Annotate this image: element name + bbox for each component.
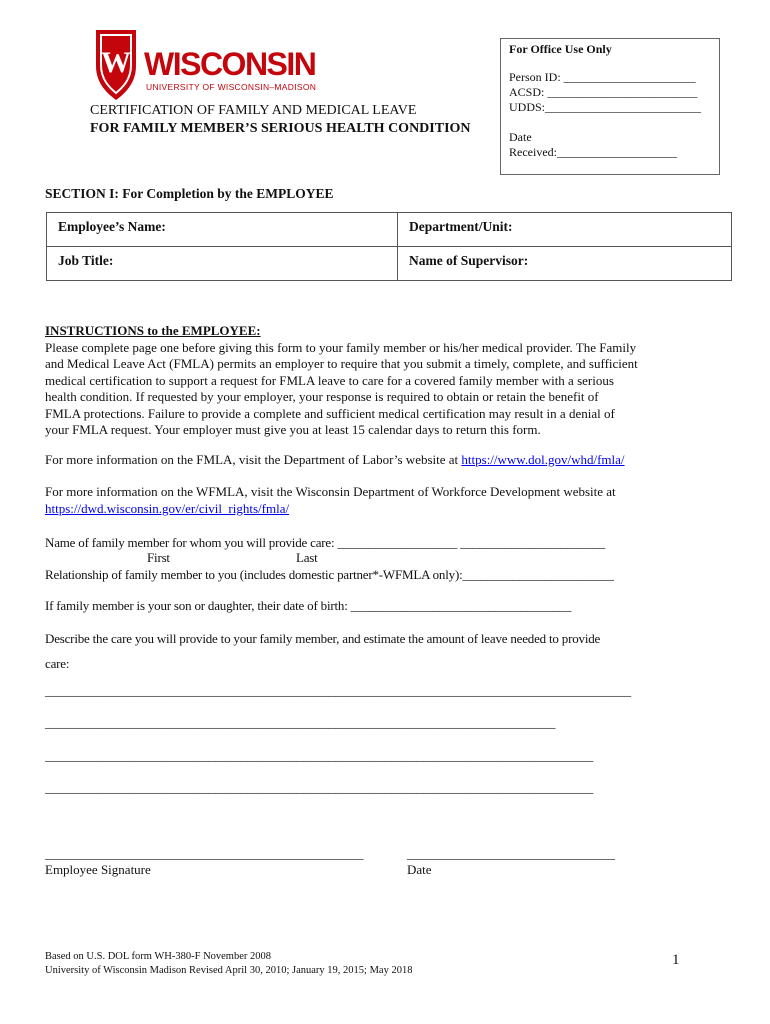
care-description-line[interactable]: _______________________________________________________________________________________ <box>45 748 594 763</box>
logo-subtitle: UNIVERSITY OF WISCONSIN–MADISON <box>146 82 317 92</box>
relationship-field[interactable]: Relationship of family member to you (includes domestic partner*-WFMLA only):________________________ <box>45 567 614 582</box>
instructions-line: Please complete page one before giving this form to your family member or his/her medical provider. The Family <box>45 339 637 355</box>
employee-info-table <box>46 212 732 281</box>
supervisor-field[interactable]: Name of Supervisor: <box>398 247 732 281</box>
uw-crest-icon <box>92 26 140 102</box>
acsd-field[interactable]: ACSD: _________________________ <box>509 85 698 99</box>
signature-label: Employee Signature <box>45 862 151 877</box>
section-1-heading: SECTION I: For Completion by the EMPLOYEE <box>45 186 334 201</box>
describe-care-prompt: Describe the care you will provide to your family member, and estimate the amount of leave needed to provide <box>45 631 601 646</box>
footer-revision: University of Wisconsin Madison Revised April 30, 2010; January 19, 2015; May 2018 <box>45 965 413 976</box>
udds-field[interactable]: UDDS:__________________________ <box>509 100 702 114</box>
instructions-heading: INSTRUCTIONS to the EMPLOYEE: <box>45 323 261 338</box>
dob-field[interactable]: If family member is your son or daughter, their date of birth: ___________________________________ <box>45 598 572 613</box>
last-name-label: Last <box>296 550 318 565</box>
signature-date-line[interactable]: ________________________________ <box>407 846 615 861</box>
logo-wordmark: WISCONSIN <box>144 46 316 82</box>
instructions-line: and Medical Leave Act (FMLA) permits an employer to require that you submit a timely, complete, and sufficient <box>45 356 638 371</box>
footer-source: Based on U.S. DOL form WH-380-F November 2008 <box>45 951 272 962</box>
received-field[interactable]: Received:____________________ <box>509 145 677 159</box>
job-title-field[interactable]: Job Title: <box>47 247 398 281</box>
signature-line[interactable]: _________________________________________________ <box>45 846 364 861</box>
dwd-wfmla-link[interactable]: https://dwd.wisconsin.gov/er/civil_rights/fmla/ <box>45 500 290 516</box>
instructions-line: FMLA protections. Failure to provide a complete and sufficient medical certification may result in a denial of <box>45 405 615 421</box>
person-id-field[interactable]: Person ID: ______________________ <box>509 70 696 84</box>
crest-letter: W <box>101 46 131 79</box>
office-use-heading: For Office Use Only <box>509 42 612 56</box>
wfmla-info <box>45 484 616 517</box>
instructions-line: your FMLA request. Your employer must give you at least 15 calendar days to return this form. <box>45 422 541 437</box>
family-member-name-field[interactable]: Name of family member for whom you will provide care: ___________________ _______________________ <box>45 535 606 550</box>
department-field[interactable]: Department/Unit: <box>398 213 732 247</box>
uw-logo <box>92 26 317 102</box>
signature-date-label: Date <box>407 862 432 877</box>
fmla-info <box>45 452 625 469</box>
fmla-info-text: For more information on the FMLA, visit the Department of Labor’s website at <box>45 452 462 467</box>
instructions-block <box>45 323 638 439</box>
form-title-line1: CERTIFICATION OF FAMILY AND MEDICAL LEAVE <box>90 103 417 118</box>
employee-name-field[interactable]: Employee’s Name: <box>47 213 398 247</box>
first-name-label: First <box>147 550 170 565</box>
care-description-line[interactable]: _______________________________________________________________________________________ <box>45 780 594 795</box>
care-description-line[interactable]: _________________________________________________________________________________ <box>45 715 556 730</box>
date-label: Date <box>509 130 532 144</box>
wfmla-info-text: For more information on the WFMLA, visit the Wisconsin Department of Workforce Development website at <box>45 484 616 499</box>
describe-care-prompt-cont: care: <box>45 656 70 671</box>
instructions-line: medical certification to support a request for FMLA leave to care for a covered family member with a serious <box>45 372 614 388</box>
care-description-line[interactable]: _____________________________________________________________________________________________ <box>45 683 631 698</box>
office-use-box <box>500 38 720 175</box>
dol-fmla-link[interactable]: https://www.dol.gov/whd/fmla/ <box>461 452 625 467</box>
instructions-line: health condition. If requested by your employer, your response is required to obtain or retain the benefit of <box>45 389 599 404</box>
form-title-line2: FOR FAMILY MEMBER’S SERIOUS HEALTH CONDITION <box>90 121 471 136</box>
page-number: 1 <box>672 952 680 968</box>
